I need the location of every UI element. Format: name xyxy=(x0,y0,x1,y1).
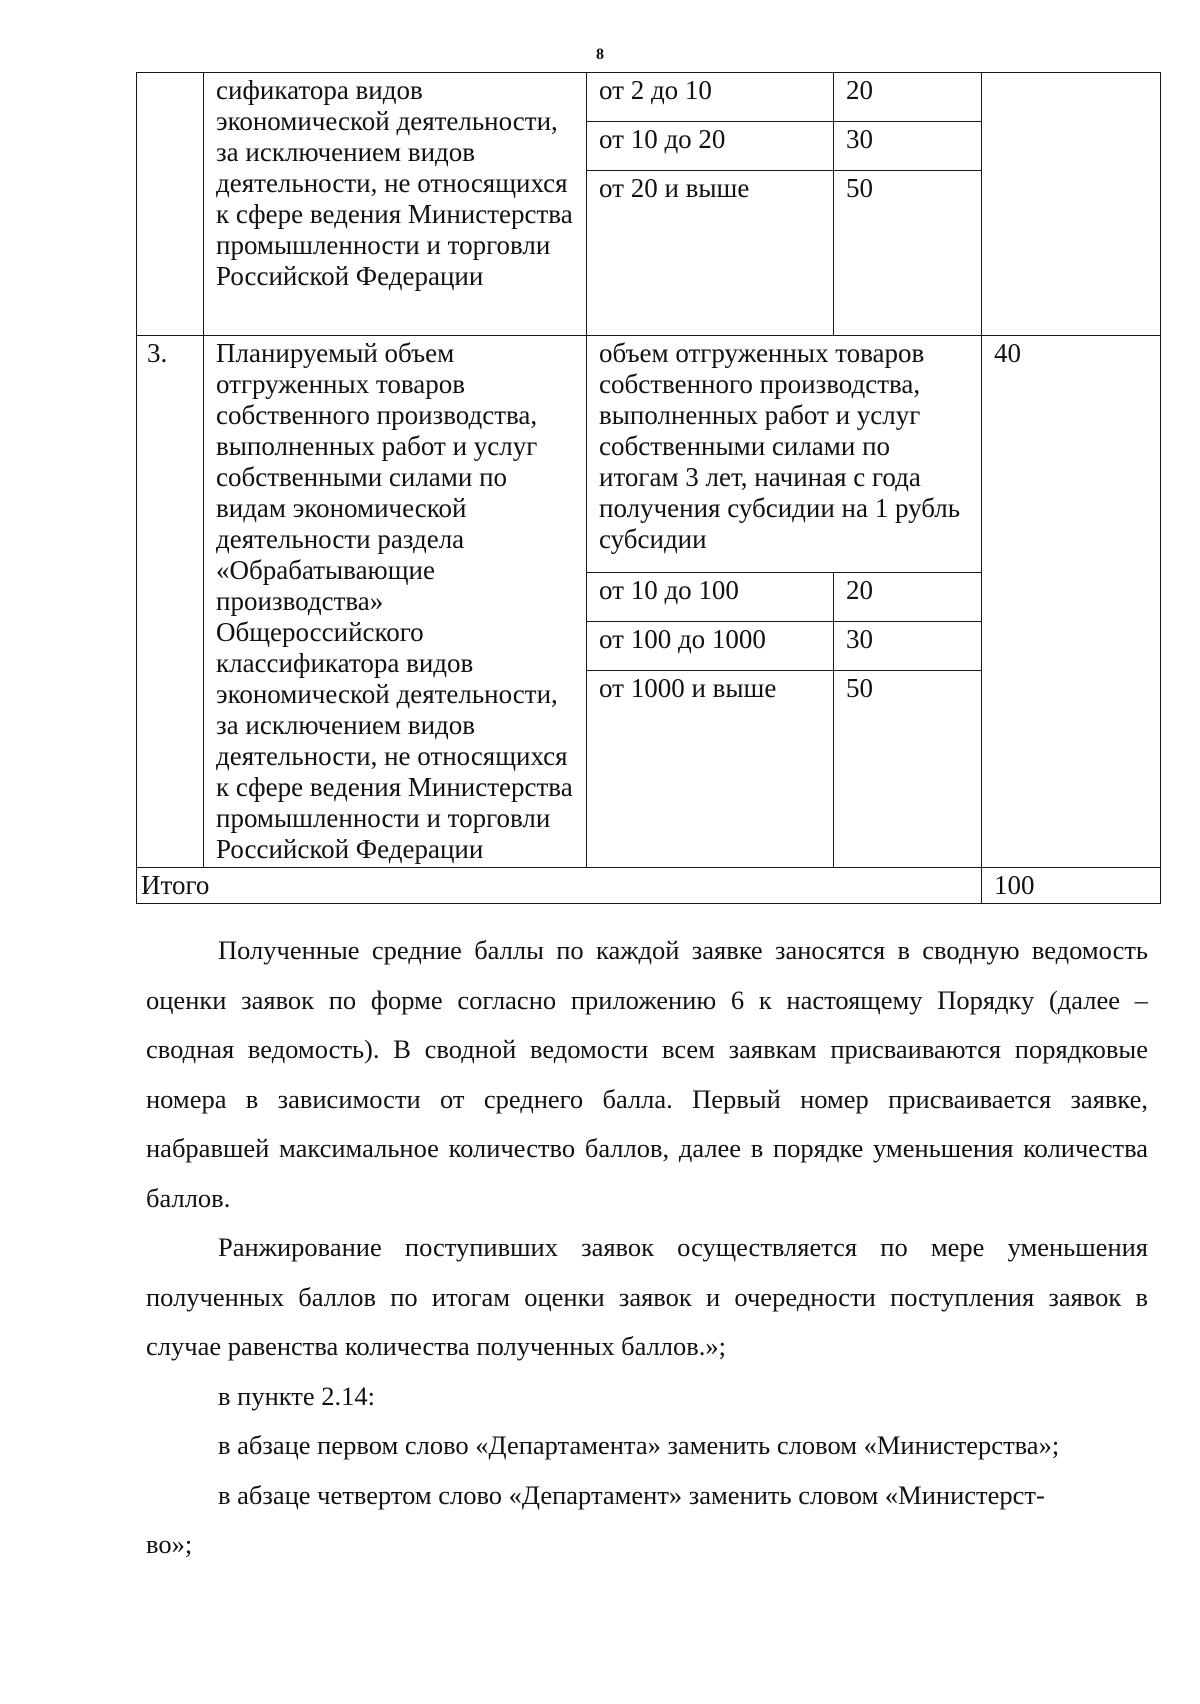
row3-description: Планируемый объем отгруженных товаров собственного производства, выполненных работ и услуг собственными силами по видам экономической деятельности раздела «Обрабатывающие производства» Общероссийского классификатора видов экономической деятельности, за исключением видов деятельности, не относящихся к сфере ведения Министерства промышленности и торговли Российской Федерации xyxy=(204,336,587,868)
total-label: Итого xyxy=(137,868,982,904)
row2-number-cell xyxy=(137,73,204,336)
range-cell: от 10 до 20 xyxy=(587,122,834,171)
points-cell: 20 xyxy=(834,573,982,622)
points-cell: 30 xyxy=(834,122,982,171)
points-cell: 20 xyxy=(834,73,982,122)
paragraph-first-abzac: в абзаце первом слово «Департамента» заменить словом «Министерства»; xyxy=(218,1430,1060,1460)
row2-description: сификатора видов экономической деятельности, за исключением видов деятельности, не относящихся к сфере ведения Министерства промышленности и торговли Российской Федерации xyxy=(204,73,587,336)
table-row xyxy=(137,73,1161,122)
paragraph-fourth-abzac: в абзаце четвертом слово «Департамент» заменить словом «Министерст- xyxy=(218,1479,1045,1510)
points-cell: 50 xyxy=(834,171,982,336)
range-cell: от 20 и выше xyxy=(587,171,834,336)
paragraph-ranking: Ранжирование поступивших заявок осуществляется по мере уменьшения полученных баллов по итогам оценки заявок и очередности поступления заявок в случае равенства количества полученных баллов.»; xyxy=(146,1232,1148,1361)
table-total-row xyxy=(137,868,1161,904)
range-cell: от 2 до 10 xyxy=(587,73,834,122)
table-row xyxy=(137,336,1161,573)
range-cell: от 100 до 1000 xyxy=(587,622,834,671)
row3-max-points: 40 xyxy=(982,336,1161,868)
range-cell: от 10 до 100 xyxy=(587,573,834,622)
paragraph-item-2-14: в пункте 2.14: xyxy=(218,1380,375,1411)
paragraph-fourth-abzac-end: во»; xyxy=(146,1529,193,1559)
criteria-table xyxy=(136,72,1161,904)
total-value: 100 xyxy=(982,868,1161,904)
range-cell: от 1000 и выше xyxy=(587,671,834,868)
row3-number: 3. xyxy=(137,336,204,868)
row3-note: объем отгруженных товаров собственного производства, выполненных работ и услуг собственными силами по итогам 3 лет, начиная с года получения субсидии на 1 рубль субсидии xyxy=(587,336,982,573)
paragraph-summary: Полученные средние баллы по каждой заявке заносятся в сводную ведомость оценки заявок по форме согласно приложению 6 к настоящему Порядку (далее – сводная ведомость). В сводной ведомости всем заявкам присваиваются порядковые номера в зависимости от среднего балла. Первый номер присваивается заявке, набравшей максимальное количество баллов, далее в порядке уменьшения количества баллов. xyxy=(146,935,1148,1213)
page-number: 8 xyxy=(596,46,604,63)
row2-max-points-cell xyxy=(982,73,1161,336)
points-cell: 50 xyxy=(834,671,982,868)
body-text xyxy=(146,926,1148,1570)
points-cell: 30 xyxy=(834,622,982,671)
